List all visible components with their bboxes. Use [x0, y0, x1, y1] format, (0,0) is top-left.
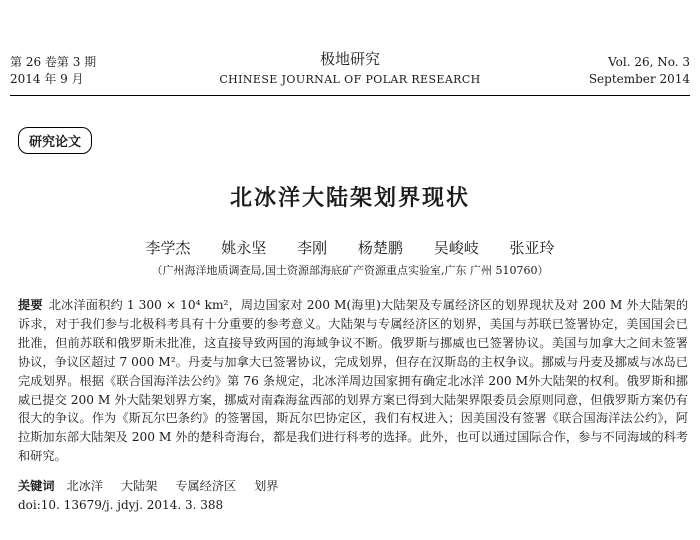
paper-page: [10, 18, 690, 528]
journal-name-cn: 极地研究: [319, 50, 380, 68]
keyword: 大陆架: [120, 479, 158, 493]
abstract-text: 北冰洋面积约 1 300 × 10⁴ km²，周边国家对 200 M(海里)大陆架及专属经济区的划界现状及对 200 M 外大陆架的诉求，对于我们参与北极科考具有十分重要的参考意义。大陆架与专属经济区的划界，美国与苏联已签署协定，美国国会已批准，但前苏联和俄罗斯未批准，这直接导致两国的海域争议不断。俄罗斯与挪威也已签署协议。美国与加拿大之间未签署协议，争议区超过 7 000 M²。丹麦与加拿大已签署协议，完成划界，但存在汉斯岛的主权争议。挪威与丹麦及挪威与冰岛已完成划界。根据《联合国海洋法公约》第 76 条规定，北冰洋周边国家拥有确定北冰洋 200 M外大陆架的权利。俄罗斯和挪威已提交 200 M 外大陆架划界方案，挪威对南森海盆西部的划界方案已得到大陆架界限委员会原则同意，但俄罗斯方案仍有很大的争议。作为《斯瓦尔巴条约》的签署国，斯瓦尔巴协定区，我们有权进入；因美国没有签署《联合国海洋法公约》，阿拉斯加东部大陆架及 200 M 外的楚科奇海台，都是我们进行科考的选择。此外，也可以通过国际合作，参与不同海域的科考和研究。: [18, 298, 689, 464]
affiliation: （广州海洋地质调查局,国土资源部海底矿产资源重点实验室,广东 广州 510760）: [151, 264, 549, 277]
publication-date: 2014 年 9 月: [10, 72, 84, 86]
author-name: 李刚: [297, 239, 328, 257]
author-name: 李学杰: [145, 239, 191, 257]
author-list: [10, 237, 690, 258]
keyword: 划界: [254, 479, 279, 493]
section-badge: 研究论文: [18, 127, 92, 154]
publication-date-en: September 2014: [588, 72, 690, 86]
paper-title: 北冰洋大陆架划界现状: [229, 186, 470, 211]
volume-issue-en: Vol. 26, No. 3: [608, 55, 690, 69]
author-name: 姚永坚: [221, 239, 267, 257]
volume-issue: 第 26 卷第 3 期: [10, 55, 97, 69]
keyword: 北冰洋: [66, 479, 103, 493]
author-name: 张亚玲: [509, 239, 555, 257]
keyword: 专属经济区: [175, 479, 237, 493]
keywords: [18, 477, 293, 494]
header-rule: [10, 95, 690, 96]
doi: doi:10. 13679/j. jdyj. 2014. 3. 388: [18, 498, 224, 512]
journal-name-en: CHINESE JOURNAL OF POLAR RESEARCH: [219, 73, 481, 86]
author-name: 吴峻岐: [433, 239, 479, 257]
keywords-label: 关键词: [18, 479, 55, 493]
abstract-label: 提要: [18, 298, 43, 312]
author-name: 杨楚鹏: [357, 239, 403, 257]
abstract: [18, 296, 688, 466]
header-right: [589, 54, 690, 88]
